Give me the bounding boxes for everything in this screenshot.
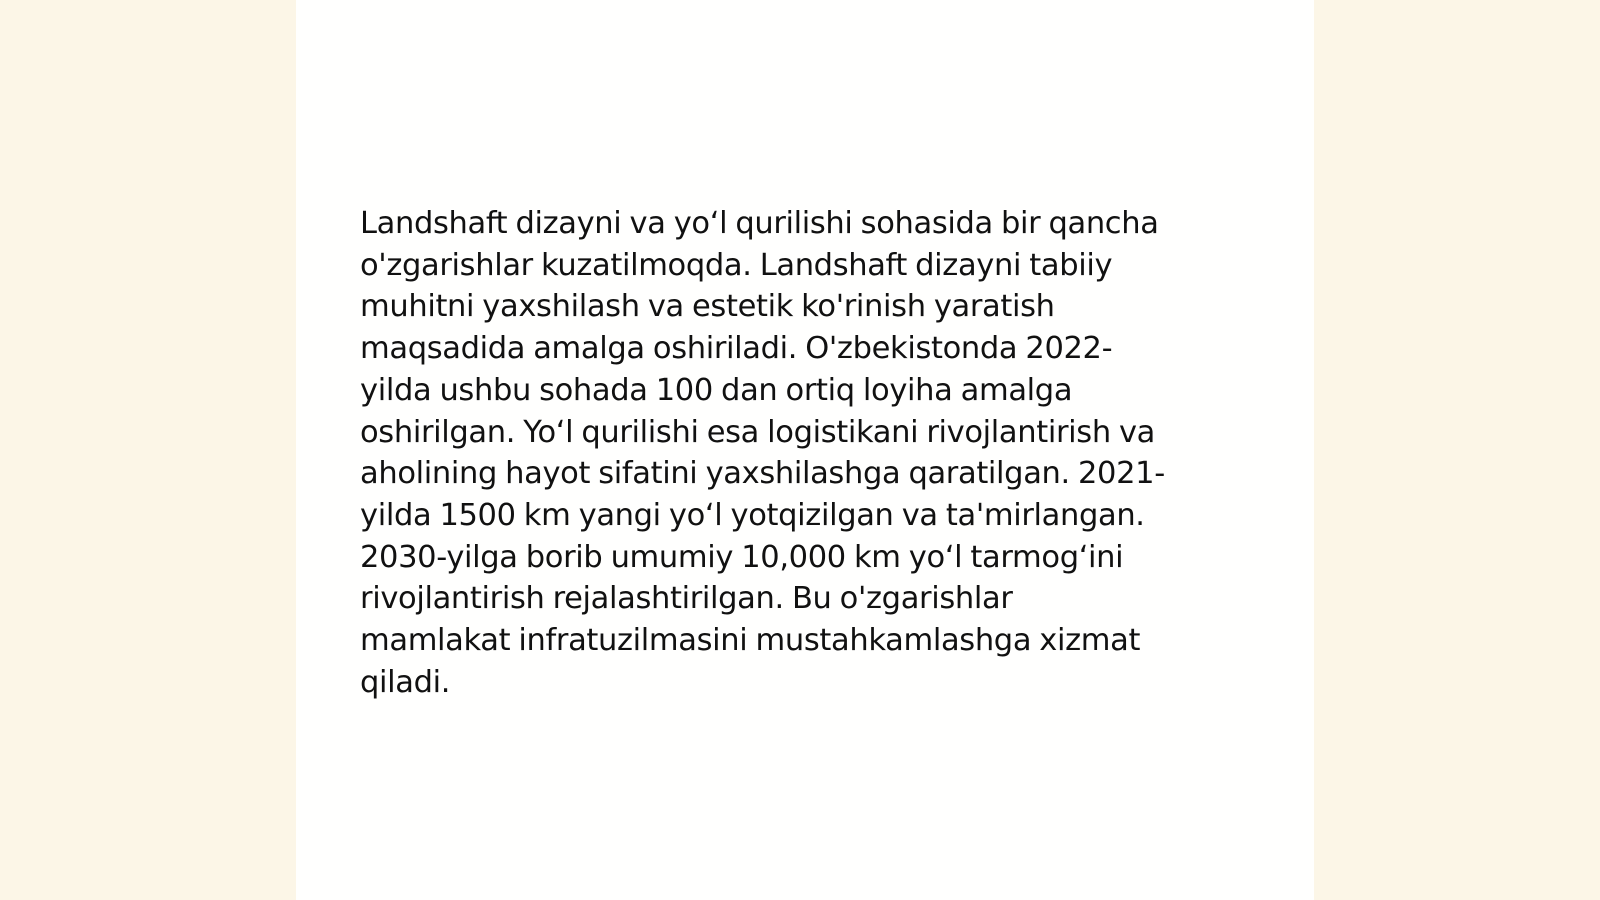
- text-line: mamlakat infratuzilmasini mustahkamlashga xizmat: [360, 623, 1141, 659]
- text-line: qiladi.: [360, 664, 451, 700]
- text-line: muhitni yaxshilash va estetik ko'rinish yaratish: [360, 289, 1055, 325]
- text-line: o'zgarishlar kuzatilmoqda. Landshaft dizayni tabiiy: [360, 247, 1113, 283]
- text-line: aholining hayot sifatini yaxshilashga qaratilgan. 2021-: [360, 456, 1165, 492]
- text-line: oshirilgan. Yoʻl qurilishi esa logistikani rivojlantirish va: [360, 414, 1156, 450]
- text-line: rivojlantirish rejalashtirilgan. Bu o'zgarishlar: [360, 581, 1013, 617]
- text-line: yilda ushbu sohada 100 dan ortiq loyiha amalga: [360, 372, 1073, 408]
- text-line: 2030-yilga borib umumiy 10,000 km yoʻl tarmogʻini: [360, 539, 1124, 575]
- text-line: maqsadida amalga oshiriladi. O'zbekistonda 2022-: [360, 331, 1113, 367]
- left-margin: [0, 0, 296, 900]
- slide-body-text: [360, 203, 1260, 703]
- text-line: yilda 1500 km yangi yoʻl yotqizilgan va ta'mirlangan.: [360, 497, 1145, 533]
- right-margin: [1314, 0, 1600, 900]
- text-line: Landshaft dizayni va yoʻl qurilishi sohasida bir qancha: [360, 206, 1159, 241]
- slide-canvas: [296, 0, 1314, 900]
